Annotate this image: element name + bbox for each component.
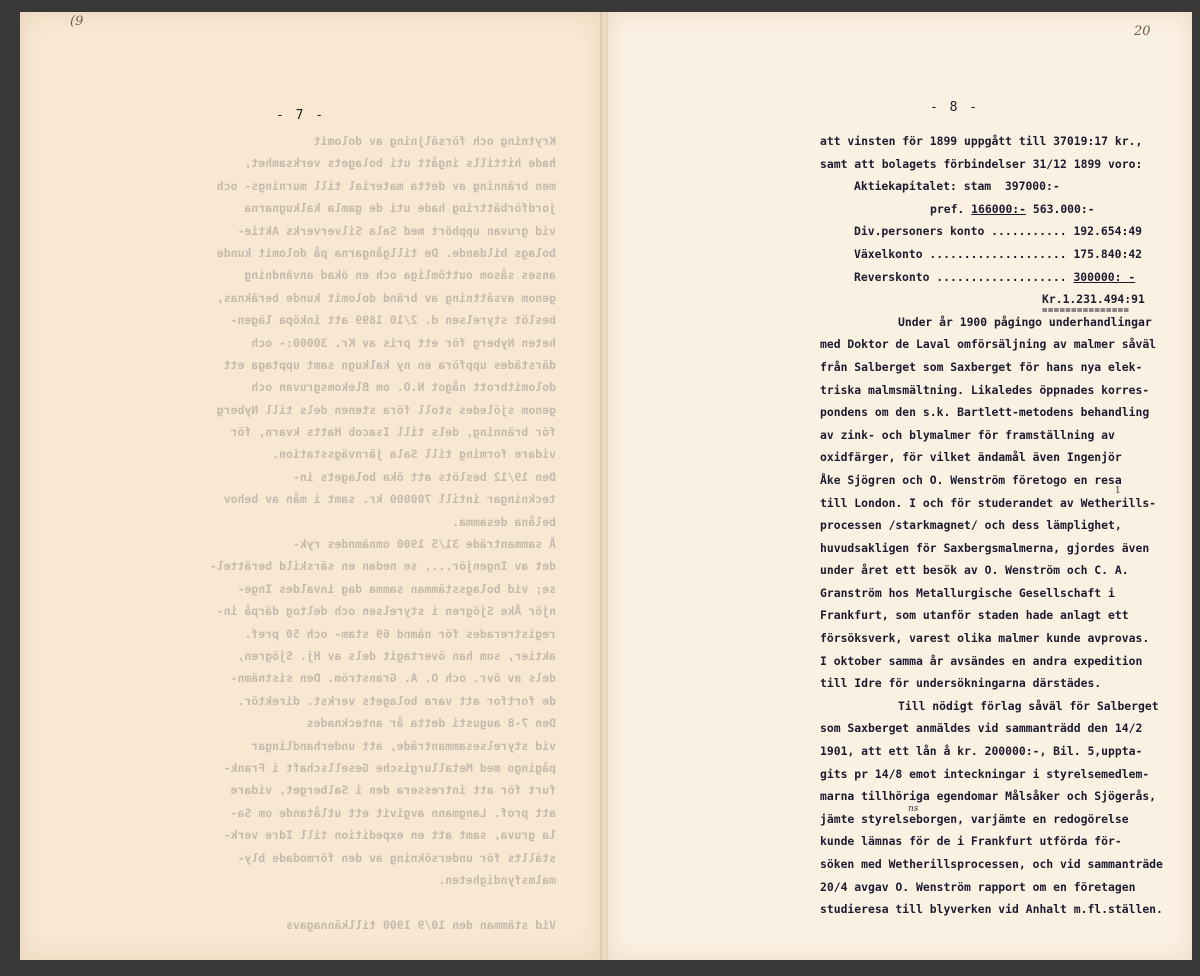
- bleed-through-line: la gruva, samt att en expedition till Idre verk-: [223, 828, 556, 843]
- ledger-aktiekapital-total: 563.000:-: [1032, 201, 1095, 216]
- bleed-through-line: aktier, som han övertagit dels av Hj. Sjögren,: [237, 648, 556, 663]
- ledger-grand-total-row: [820, 288, 1165, 317]
- bleed-through-text: [86, 130, 556, 936]
- text-line: Åke Sjögren och O. Wenström företogo en resa: [820, 472, 1122, 487]
- bleed-through-line: Den 7-8 augusti detta år antecknades: [306, 716, 556, 731]
- bleed-through-line: ställts för undersökning av den förmodade bly-: [237, 850, 556, 865]
- bleed-through-line: för bränning, dels till Isacob Hatts kvarn, för: [230, 425, 556, 440]
- bleed-through-line: därstädes uppföra en ny kalkugn samt upptaga ett: [223, 357, 556, 372]
- ledger-stam-value: 397000:-: [1004, 179, 1060, 194]
- text-line: Granström hos Metallurgische Gesellschaft i: [820, 585, 1115, 600]
- ledger-pref-label: pref.: [930, 201, 965, 216]
- bleed-through-line: att prof. Langmann avgivit ett utlåtande om Sa-: [230, 805, 556, 820]
- ledger-row-value: 300000: -: [1073, 269, 1136, 284]
- bleed-through-line: vid styrelsesammanträde, att underhandlingar: [251, 738, 556, 753]
- handwritten-note-ns: ns: [908, 803, 919, 814]
- text-line: söken med Wetherillsprocessen, och vid sammanträde: [820, 857, 1163, 871]
- text-line: 1901, att ett lån å kr. 200000:-, Bil. 5,uppta-: [820, 744, 1143, 759]
- bleed-through-line: dels av övr. och O. A. Granström. Den sistnämn-: [230, 671, 556, 686]
- bleed-through-line: de fortfor att vara bolagets verkst. direktör.: [237, 693, 556, 708]
- handwritten-note-1: 1: [1115, 485, 1121, 496]
- ledger-aktiekapital-row: [820, 175, 1165, 198]
- bleed-through-line: men bränning av detta material till murnings- och: [216, 178, 556, 193]
- ledger-grand-total: Kr.1.231.494:91: [1042, 292, 1145, 307]
- text-line: Till nödigt förlag såväl för Salberget: [898, 698, 1159, 713]
- ledger-row-value: 192.654:49: [1073, 224, 1143, 239]
- bleed-through-line: heten Nyberg för ett pris av Kr. 30000:- och: [251, 335, 556, 350]
- bleed-through-line: Å sammanträde 31/5 1900 omnämndes ryk-: [292, 537, 556, 552]
- text-line: oxidfärger, för vilket ändamål även Ingenjör: [820, 450, 1122, 465]
- text-line: som Saxberget anmäldes vid sammanträdd den 14/2: [820, 721, 1143, 736]
- bleed-through-line: furt för att intressera den i Salberget, vidare: [230, 783, 556, 798]
- left-page-number: - 7 -: [276, 108, 326, 123]
- text-line: av zink- och blymalmer för framställning av: [820, 427, 1115, 442]
- text-line: 20/4 avgav O. Wenström rapport om en företagen: [820, 879, 1136, 894]
- bleed-through-line: malmsfyndigheten.: [438, 872, 556, 887]
- ledger-row: [820, 220, 1165, 243]
- text-line: kunde lämnas för de i Frankfurt utförda för-: [820, 834, 1122, 849]
- ledger-row: [820, 266, 1165, 289]
- text-line: samt att bolagets förbindelser 31/12 1899 voro:: [820, 156, 1143, 171]
- bleed-through-line: se; vid bolagsstämman samma dag invaldes Inge-: [237, 581, 556, 596]
- ledger-row-label: Div.personers konto ...........: [854, 224, 1067, 239]
- bleed-through-line: beslöt styrelsen d. 2/10 1899 att inköpa lägen-: [230, 313, 556, 328]
- text-line: triska malmsmältning. Likaledes öppnades korres-: [820, 382, 1150, 397]
- text-line: pondens om den s.k. Bartlett-metodens behandling: [820, 405, 1150, 420]
- bleed-through-line: Vid stämman den 10/9 1900 tillkännagavs: [285, 917, 556, 932]
- bleed-through-line: belåna desamma.: [452, 514, 556, 529]
- bleed-through-line: pågingo med Metallurgische Gesellschaft i Frank-: [223, 760, 556, 775]
- ledger-pref-value: 166000:-: [971, 201, 1027, 216]
- bleed-through-line: teckningar intill 700000 kr. samt i mån av behov: [223, 492, 556, 507]
- text-line-with-note: [820, 485, 1165, 515]
- right-page-number: - 8 -: [930, 100, 980, 115]
- text-line-with-note: [820, 803, 1165, 831]
- text-line: under året ett besök av O. Wenström och C. A.: [820, 563, 1129, 578]
- bleed-through-line: det av Ingenjör..., se nedan en särskild berättel-: [209, 559, 556, 574]
- bleed-through-line: Den 19/12 beslöts att öka bolagets in-: [292, 469, 556, 484]
- text-line: att vinsten för 1899 uppgått till 37019:17 kr.,: [820, 134, 1143, 148]
- bleed-through-line: bolags bildande. De tillgångarna på dolomit kunde: [216, 245, 556, 260]
- text-line: till London. I och för studerandet av Wetherills-: [820, 495, 1157, 510]
- text-line: huvudsakligen för Saxbergsmalmerna, gjordes även: [820, 540, 1150, 555]
- text-line: Under år 1900 pågingo underhandlingar: [898, 314, 1152, 329]
- bleed-through-line: Krytning och försäljning av dolomit: [313, 134, 556, 148]
- bleed-through-line: registrerades för nämnd 69 stam- och 50 pref.: [244, 626, 556, 641]
- ledger-pref-row: [820, 198, 1165, 221]
- left-corner-mark: (9: [70, 14, 84, 29]
- bleed-through-line: vidare forming till Sala järnvägsstation.: [272, 447, 556, 462]
- ledger-row-label: Växelkonto ....................: [854, 246, 1067, 261]
- ledger-label: Aktiekapitalet: stam: [854, 179, 992, 194]
- bleed-through-line: vid gruvan upphört med Sala Silververks Aktie-: [237, 223, 556, 238]
- text-line: studieresa till blyverken vid Anhalt m.fl.ställen.: [820, 902, 1163, 917]
- text-line: I oktober samma år avsändes en andra expedition: [820, 653, 1143, 668]
- text-line: processen /starkmagnet/ och dess lämplighet,: [820, 518, 1122, 533]
- text-line: gits pr 14/8 emot inteckningar i styrelsemedlem-: [820, 766, 1150, 781]
- bleed-through-line: hade hittills ingått uti bolagets verksamhet,: [244, 156, 556, 171]
- bleed-through-line: [86, 891, 556, 913]
- bleed-through-line: njör Åke Sjögren i styrelsen och deltog därpå in-: [216, 604, 556, 619]
- ledger-row: [820, 243, 1165, 266]
- typed-text-block: [820, 130, 1165, 921]
- bleed-through-line: anses såsom outtömliga och en ökad användning: [244, 268, 556, 283]
- bleed-through-line: jordförbättring hade uti de gamla kalkugnarna: [244, 201, 556, 216]
- text-line: marna tillhöriga egendomar Målsåker och Sjögerås,: [820, 789, 1157, 804]
- text-line: från Salberget som Saxberget för hans nya elek-: [820, 359, 1143, 374]
- text-line: försöksverk, varest olika malmer kunde avprovas.: [820, 631, 1150, 646]
- ledger-row-value: 175.840:42: [1073, 246, 1143, 261]
- right-corner-mark: 20: [1134, 24, 1151, 39]
- text-line: med Doktor de Laval omförsäljning av malmer såväl: [820, 337, 1157, 352]
- double-underline: ===============: [1042, 306, 1130, 317]
- text-line: till Idre för undersökningarna därstädes.: [820, 676, 1102, 691]
- text-line: jämte styrelseborgen, varjämte en redogörelse: [820, 811, 1129, 826]
- left-page: [20, 12, 602, 960]
- text-line: Frankfurt, som utanför staden hade anlagt ett: [820, 608, 1129, 623]
- ledger-row-label: Reverskonto ...................: [854, 269, 1067, 284]
- bleed-through-line: genom avsättning av bränd dolomit kunde beräknas,: [216, 290, 556, 305]
- bleed-through-line: dolomitbrott något N.O. om Blekomsgruvan och: [251, 380, 556, 395]
- bleed-through-line: genom sjöledes stoll föra stenen dels till Nyberg: [216, 402, 556, 417]
